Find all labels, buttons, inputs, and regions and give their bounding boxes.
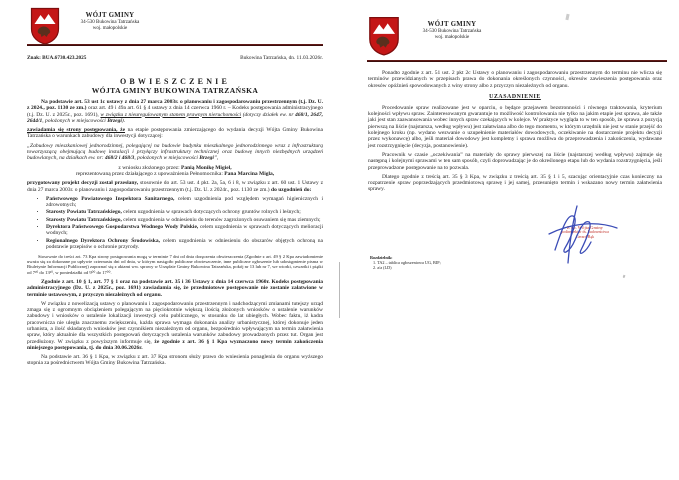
intro-paragraph: Ponadto zgodnie z art. 51 ust. 2 pkt 2c Ustawy o planowaniu i zagospodarowaniu przestrzennym do terminu nie wlicza się terminów przewidzianych w przepisach prawa do dokonania określonych czynności, okresów zawieszenia postępowania oraz okresów opóźnień spowodowanych z winy strony albo z przyczyn niezależnych od organu.	[368, 70, 662, 89]
deadline-paragraph: Zgodnie z art. 10 § 1, art. 77 § 1 oraz na podstawie art. 35 i 36 Ustawy z dnia 14 czerwca 1960r. Kodeks postępowania administracyjnego (Dz. U. z 2025r., poz. 1691) zawiadamia się, że przedmiotowe postępowanie nie zostanie załatwione w terminie ustawowym, z przyczyn niezależnych od organu.	[27, 278, 323, 298]
legal-basis-paragraph	[27, 99, 323, 124]
page-divider	[339, 262, 340, 318]
plots-mid: , położonych w miejscowości	[42, 117, 108, 124]
authority-purpose: celem uzgodnienia w odniesieniu do obszarów objętych ochroną na podstawie przepisów o ochronie przyrody.	[46, 237, 323, 250]
document-title: OBWIESZCZENIE	[119, 77, 231, 86]
authority-name: Starosty Powiatu Tatrzańskiego,	[46, 209, 122, 216]
legal-basis-underlined: w związku z nieuregulowanym stanem prawnym nieruchomości	[100, 111, 242, 118]
org-region: woj. małopolskie	[434, 34, 470, 40]
justification-paragraph-3: Dlatego zgodnie z treścią art. 35 § 3 Kpa, w związku z treścią art. 35 § 1 i 5, szacując orientacyjnie czas konieczny na rozpatrzenie spraw poprzedzających przedmiotową sprawę i jej samej, przesunięto termin i wskazano nowy termin załatwienia sprawy.	[368, 173, 662, 193]
workload-paragraph	[27, 301, 323, 351]
list-item	[46, 238, 323, 251]
org-region: woj. małopolskie	[92, 25, 128, 31]
case-number: Znak: BUA.6730.423.2025	[27, 55, 87, 61]
village-name: Brzegi	[107, 117, 122, 124]
letterhead-rule	[367, 60, 667, 62]
draft-sent-paragraph	[27, 180, 323, 193]
sent-bold2: do uzgodnień do:	[271, 186, 312, 193]
page2-body	[368, 70, 662, 196]
list-item	[46, 209, 323, 215]
authority-purpose: celem uzgodnienia pod względem wymagań higienicznych i zdrowotnych;	[46, 195, 323, 209]
distribution-item: 2. a/a (LD)	[373, 265, 392, 271]
authority-name: Państwowego Powiatowego Inspektora Sanitarnego,	[46, 195, 175, 202]
distribution-list	[370, 255, 441, 271]
sent-text: stosownie do art. 53 ust. 4 pkt. 2a, 5a, 6 i 8, w związku z art. 60 ust. 1 Ustawy z dnia 27 marca 2003r. o planowaniu i zagospodarowaniu przestrzennym (t.j. Dz. U. z 2024r., poz. 1130 ze zm.)	[27, 180, 324, 193]
justification-heading: UZASADNIENIE	[489, 93, 541, 100]
org-name: WÓJT GMINY	[427, 21, 477, 28]
authority-purpose: celem uzgodnienia w sprawach dotyczących ochrony gruntów rolnych i leśnych;	[121, 209, 301, 216]
authority-purpose: celem uzgodnienia w odniesieniu do terenów zagrożonych osuwaniem się mas ziemnych;	[121, 216, 321, 223]
notify-bold: zawiadamia się strony postępowania, że	[27, 127, 126, 134]
attorney-name: Pana Marcina Migla,	[224, 170, 275, 177]
legal-basis-bold: Na podstawie art. 53 ust 1c ustawy z dnia 27 marca 2003r. o planowaniu i zagospodarowaniu przestrzennym (t.j. Dz. U. z 2024., poz. 1130 ze zm.)	[27, 99, 323, 112]
signature-block	[515, 203, 655, 275]
notify-text: na etapie postępowania zmierzającego do wydania decyzji Wójta Gminy Bukowina Tatrzańska o warunkach zabudowy dla inwestycji dotyczącej:	[27, 127, 323, 140]
page1-body	[27, 77, 323, 370]
place-date: Bukowina Tatrzańska, dn. 11.03.2026r.	[240, 55, 323, 61]
quote-village: Brzegi	[199, 155, 214, 162]
authority-name: Dyrektora Państwowego Gospodarstwa Wodnego Wody Polskie,	[46, 224, 199, 231]
org-name: WÓJT GMINY	[85, 12, 135, 19]
org-address: 34-530 Bukowina Tatrzańska	[422, 28, 482, 34]
distribution-item: 1. TA2 – tablica ogłoszeniowa UG, BIP;	[373, 260, 441, 266]
document-page-2	[340, 0, 679, 480]
authority-name: Starosty Powiatu Tatrzańskiego,	[46, 216, 122, 223]
remedy-paragraph: Na podstawie art. 36 § 1 Kpa, w związku z art. 37 Kpa stronom służy prawo do wniesienia ponaglenia do organu wyższego stopnia za pośrednictwem Wójta Gminy Bukowina Tatrzańska.	[27, 354, 323, 367]
list-item	[46, 224, 323, 237]
letterhead	[402, 21, 502, 41]
handwritten-signature	[541, 203, 625, 272]
new-deadline-bold: że zgodnie z art. 36 § 1 Kpa wyznaczono nowy termin zakończenia niniejszego postępowania, tj. do dnia 30.06.2026r.	[27, 338, 323, 351]
stamp-signer-name: Gerard Bąk	[575, 235, 595, 239]
applicant-lines	[27, 165, 323, 178]
legal-basis-text: oraz art. 49 i 49a art. 61 § 4 ustawy z dnia 14 czerwca 1960 r. – Kodeks postępowania administracyjnego (t.j. Dz. U. z 2025r., poz. 1691),	[27, 105, 323, 118]
gmina-crest-icon	[368, 16, 400, 61]
justification-paragraph-1: Procedowanie spraw realizowane jest w oparciu, o będące przejawem bezstronności i równego traktowania, kryterium kolejności wpływu spraw. Zainteresowanym gwarantuje to możliwość kontrolowania nie tylko na jakim etapie jest sprawa, ale także jaki jest stan zaawansowania wobec innych spraw czekających w kolejce. W praktyce wygląda to w ten sposób, że sprawa z pozycją pierwszą na liście (najstarsza, według wpływu) jest załatwiana albo do tego momentu, w którym urzędnik nie jest w stanie przejść do kolejnego kroku (np. wydano wezwanie o uzupełnienie materiałów dowodowych, oczekiwanie na dostarczenie projektu decyzji przez wykonawcę) albo, jeśli materiał dowodowy jest kompletny i sprawa możliwa do przeprowadzenia i zakończenia, wydawane jest rozstrzygnięcie (decyzja, postanowienie).	[368, 104, 662, 149]
quote-end: ”,	[213, 155, 219, 162]
list-item	[46, 217, 323, 223]
plot-numbers: 468/1, 2647, 2644/1	[27, 111, 324, 124]
scan-artifact	[565, 14, 569, 20]
quote-mid: , położonych w miejscowości	[134, 155, 200, 162]
plots-end: ).	[121, 117, 126, 124]
sent-bold1: przygotowany projekt decyzji został przesłany,	[27, 180, 139, 187]
workload-text: W związku z nowelizacją ustawy o planowaniu i zagospodarowaniu przestrzennym i nadchodzącymi zmianami tutejszy urząd zmaga się z ogromnym obciążeniem polegającym na pięciokrotnie większą ilością złożonych wniosków o ustalenie warunków zabudowy i wniosków o ustalenie lokalizacji inwestycji celu publicznego, w stosunku do lat ubiegłych. Wobec faktu, iż kadra pracownicza nie uległa znacznemu zwiększeniu, każda sprawa wymaga dokonania analizy urbanistycznej, której dokonuje jeden urbanista, a ilość składanych wniosków jest czynnikiem niezależnym od organu, bezpośrednio wpływającym na termin załatwienia spraw, który aktualnie dla wszystkich postępowań dotyczących ustalenia warunków zabudowy prowadzonych przez tut. Organ jest przedłużony. W związku z powyższym informuje się,	[27, 300, 323, 345]
document-subtitle: WÓJTA GMINY BUKOWINA TATRZAŃSKA	[91, 86, 259, 95]
notification-paragraph	[27, 127, 323, 140]
letterhead-rule	[27, 44, 323, 46]
plots-intro: (dotyczy działek ew. nr	[241, 111, 296, 118]
applicant-line1: z wniosku złożonego przez:	[118, 164, 182, 171]
smallprint-paragraph: Stosownie do treści art. 73 Kpa strony postępowania mogą w terminie 7 dni od dnia doręczenia obwieszczenia (Zgodnie z art. 49 § 2 Kpa zawiadomienie uważa się za dokonane po upływie czternastu dni od dnia, w którym nastąpiło publiczne obwieszczenie, inne publiczne ogłoszenie lub udostępnienie pisma w Biuletynie Informacji Publicznej) zapoznać się z aktami ww. sprawy w Urzędzie Gminy Bukowina Tatrzańska, pokój nr 13 lub nr 7, we wtorki, czwartki i piątki od 7³⁰ do 13³⁰, w poniedziałki od 9⁰⁰ do 17⁰⁰.	[27, 253, 323, 275]
distribution-label: Rozdzielnik:	[370, 255, 393, 260]
justification-paragraph-2: Pracownik w czasie „oczekiwania” na materiały do sprawy pierwszej na liście (najstarszej według wpływu) zajmuje się następną i kolejnymi sprawami w ten sam sposób, czyli doprowadzając je do określonego etapu lub do wydania rozstrzygnięcia, jeśli przeprowadzone postępowanie na to pozwala.	[368, 151, 662, 171]
stamp-authorization: Z up. Wójta Gminy	[567, 225, 603, 230]
reference-line	[27, 55, 323, 61]
quote-plots: 468/2 i 468/3	[104, 155, 135, 162]
consultation-list	[27, 196, 323, 250]
applicant-name: Panią Monikę Migiel,	[181, 164, 232, 171]
quote-text: „Zabudowy mieszkaniowej jednorodzinnej, polegającej na budowie budynku mieszkalnego jednorodzinnego wraz z infrastrukturą towarzyszącą obejmującą budowę instalacji i przyłączy infrastruktury technicznej oraz budowę innych niezbędnych urządzeń budowlanych, na działkach ew. nr:	[27, 142, 323, 162]
authority-purpose: celem uzgodnienia w sprawach dotyczących melioracji wodnych;	[46, 224, 324, 237]
letterhead	[60, 12, 160, 32]
scan-artifact	[623, 275, 626, 278]
org-address: 34-530 Bukowina Tatrzańska	[80, 19, 140, 25]
authority-name: Regionalnego Dyrektora Ochrony Środowiska,	[46, 237, 160, 244]
investment-quote	[27, 143, 323, 162]
applicant-line2: reprezentowaną przez działającego z upoważnienia Pełnomocnika:	[75, 170, 225, 177]
stamp-position: podinspektor ds. budownictwa	[561, 230, 609, 235]
list-item	[46, 196, 323, 209]
